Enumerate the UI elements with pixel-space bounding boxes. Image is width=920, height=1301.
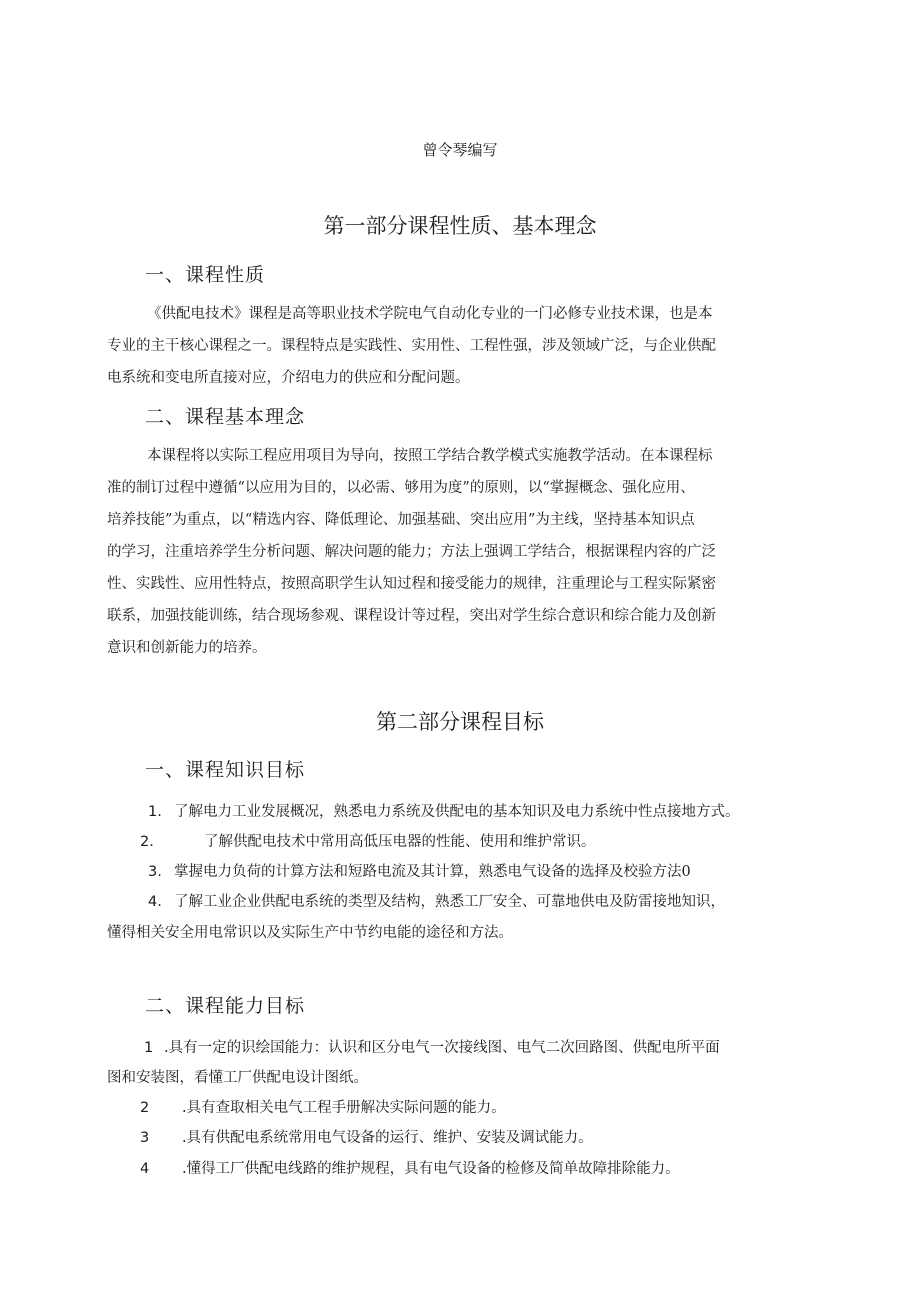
item-continuation: 图和安装图，看懂工厂供配电设计图纸。 bbox=[107, 1070, 368, 1086]
paragraph-line: 准的制订过程中遵循“以应用为目的，以必需、够用为度”的原则，以“掌握概念、强化应用、 bbox=[107, 480, 695, 496]
item-number: 3. bbox=[148, 864, 162, 880]
item-number: 4 bbox=[140, 1161, 150, 1177]
part1-sec2-heading: 二、课程基本理念 bbox=[145, 406, 306, 428]
paragraph-line: 意识和创新能力的培养。 bbox=[107, 640, 267, 656]
knowledge-goal-item bbox=[148, 800, 740, 821]
item-continuation: 懂得相关安全用电常识以及实际生产中节约电能的途径和方法。 bbox=[107, 925, 513, 941]
item-text: 掌握电力负荷的计算方法和短路电流及其计算，熟悉电气设备的选择及校验方法0 bbox=[174, 864, 691, 880]
item-text: .懂得工厂供配电线路的维护规程，具有电气设备的检修及简单故障排除能力。 bbox=[182, 1161, 680, 1177]
paragraph-line: 的学习，注重培养学生分析问题、解决问题的能力；方法上强调工学结合，根据课程内容的广泛 bbox=[107, 544, 716, 560]
part2-sec1-heading: 一、课程知识目标 bbox=[145, 759, 306, 781]
item-number: 4. bbox=[148, 894, 162, 910]
item-number: 3 bbox=[140, 1130, 150, 1146]
paragraph-line: 《供配电技术》课程是高等职业技术学院电气自动化专业的一门必修专业技术课，也是本 bbox=[147, 306, 713, 322]
paragraph-line: 培养技能”为重点，以“精选内容、降低理论、加强基础、突出应用”为主线，坚持基本知识点 bbox=[107, 512, 695, 528]
item-text: .具有一定的识绘国能力：认识和区分电气一次接线图、电气二次回路图、供配电所平面 bbox=[164, 1040, 720, 1056]
item-text: 了解电力工业发展概况，熟悉电力系统及供配电的基本知识及电力系统中性点接地方式。 bbox=[174, 804, 740, 820]
paragraph-line: 联系，加强技能训练，结合现场参观、课程设计等过程，突出对学生综合意识和综合能力及创新 bbox=[107, 608, 716, 624]
paragraph-line: 性、实践性、应用性特点，按照高职学生认知过程和接受能力的规律，注重理论与工程实际紧密 bbox=[107, 576, 716, 592]
paragraph-line: 电系统和变电所直接对应，介绍电力的供应和分配问题。 bbox=[107, 370, 470, 386]
author-line: 曾令琴编写 bbox=[422, 141, 498, 159]
part1-sec1-heading: 一、课程性质 bbox=[145, 264, 266, 286]
knowledge-goal-item bbox=[140, 830, 596, 851]
item-number: 1 bbox=[144, 1040, 154, 1056]
item-text: 了解工业企业供配电系统的类型及结构，熟悉工厂安全、可靠地供电及防雷接地知识， bbox=[174, 894, 725, 910]
paragraph-line: 本课程将以实际工程应用项目为导向，按照工学结合教学模式实施教学活动。在本课程标 bbox=[147, 448, 713, 464]
ability-goal-item bbox=[140, 1157, 680, 1178]
paragraph-line: 专业的主干核心课程之一。课程特点是实践性、实用性、工程性强，涉及领域广泛，与企业供配 bbox=[107, 338, 716, 354]
ability-goal-item bbox=[144, 1036, 720, 1057]
part2-title: 第二部分课程目标 bbox=[376, 710, 544, 734]
item-number: 1. bbox=[148, 804, 162, 820]
item-text: 了解供配电技术中常用高低压电器的性能、使用和维护常识。 bbox=[204, 834, 596, 850]
item-text: .具有供配电系统常用电气设备的运行、维护、安装及调试能力。 bbox=[182, 1130, 593, 1146]
ability-goal-item bbox=[140, 1096, 506, 1117]
part2-sec2-heading: 二、课程能力目标 bbox=[145, 995, 306, 1017]
item-number: 2. bbox=[140, 834, 154, 850]
part1-title: 第一部分课程性质、基本理念 bbox=[323, 214, 597, 238]
knowledge-goal-item bbox=[148, 890, 725, 911]
ability-goal-item bbox=[140, 1126, 593, 1147]
item-text: .具有查取相关电气工程手册解决实际问题的能力。 bbox=[182, 1100, 506, 1116]
part1-sec1-paragraph bbox=[107, 298, 819, 394]
knowledge-goal-item bbox=[148, 860, 691, 881]
item-number: 2 bbox=[140, 1100, 150, 1116]
part1-sec2-paragraph bbox=[107, 440, 819, 664]
